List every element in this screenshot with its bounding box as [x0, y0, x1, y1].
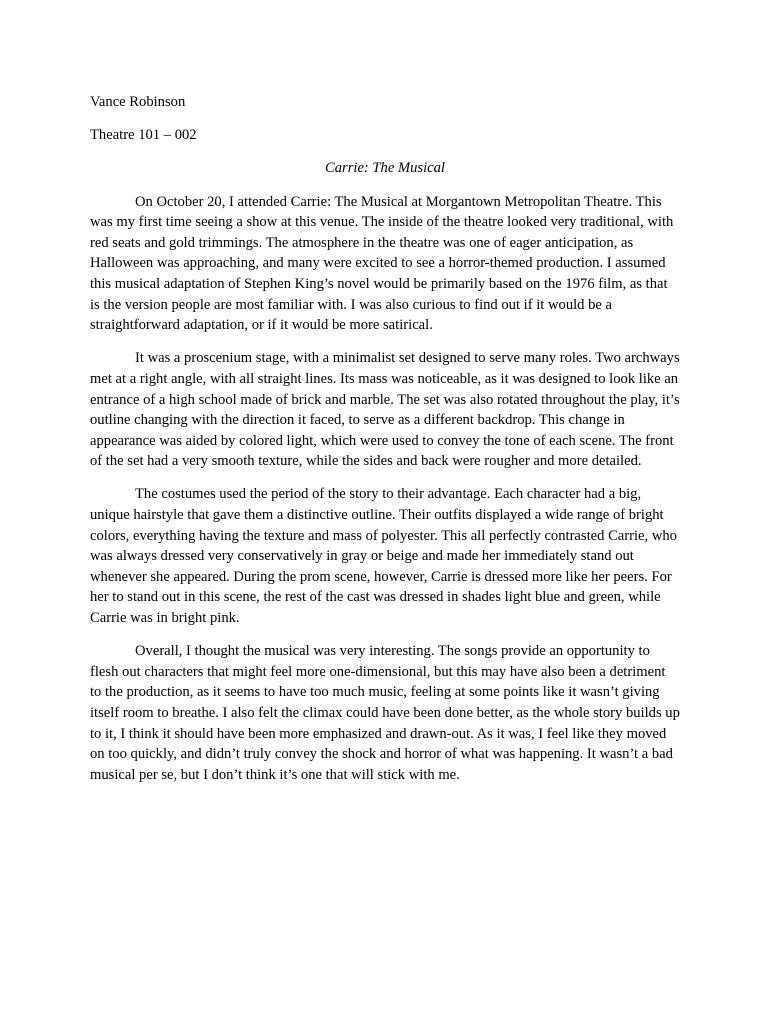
paragraph-2: It was a proscenium stage, with a minimalist set designed to serve many roles. Two archways met at a right angle, with all straight lines. Its mass was noticeable, as it was designed to look like an entrance of a high school made of brick and marble. The set was also rotated throughout the play, it’s outline changing with the direction it faced, to serve as a different backdrop. This change in appearance was aided by colored light, which were used to convey the tone of each scene. The front of the set had a very smooth texture, while the sides and back were rougher and more detailed. — [90, 350, 680, 470]
paragraph-3: The costumes used the period of the story to their advantage. Each character had a big, unique hairstyle that gave them a distinctive outline. Their outfits displayed a wide range of bright colors, everything having the texture and mass of polyester. This all perfectly contrasted Carrie, who was always dressed very conservatively in gray or beige and made her immediately stand out whenever she appeared. During the prom scene, however, Carrie is dressed more like her peers. For her to stand out in this scene, the rest of the cast was dressed in shades light blue and green, while Carrie was in bright pink. — [90, 486, 677, 627]
document-body — [90, 92, 680, 798]
author-name: Vance Robinson — [90, 94, 186, 110]
paragraph-1: On October 20, I attended Carrie: The Musical at Morgantown Metropolitan Theatre. This was my first time seeing a show at this venue. The inside of the theatre looked very traditional, with red seats and gold trimmings. The atmosphere in the theatre was one of eager anticipation, as Halloween was approaching, and many were excited to see a horror-themed production. I assumed this musical adaptation of Stephen King’s novel would be primarily based on the 1976 film, as that is the version people are most familiar with. I was also curious to find out if it would be a straightforward adaptation, or if it would be more satirical. — [90, 193, 674, 334]
paragraph-4: Overall, I thought the musical was very interesting. The songs provide an opportunity to flesh out characters that might feel more one-dimensional, but this may have also been a detriment to the production, as it seems to have too much music, feeling at some points like it wasn’t giving itself room to breathe. I also felt the climax could have been done better, as the whole story builds up to it, I think it should have been more emphasized and drawn-out. As it was, I feel like they moved on too quickly, and didn’t truly convey the shock and horror of what was happening. It wasn’t a bad musical per se, but I don’t think it’s one that will stick with me. — [90, 643, 680, 783]
course-info: Theatre 101 – 002 — [90, 127, 197, 144]
essay-title: Carrie: The Musical — [325, 160, 445, 177]
